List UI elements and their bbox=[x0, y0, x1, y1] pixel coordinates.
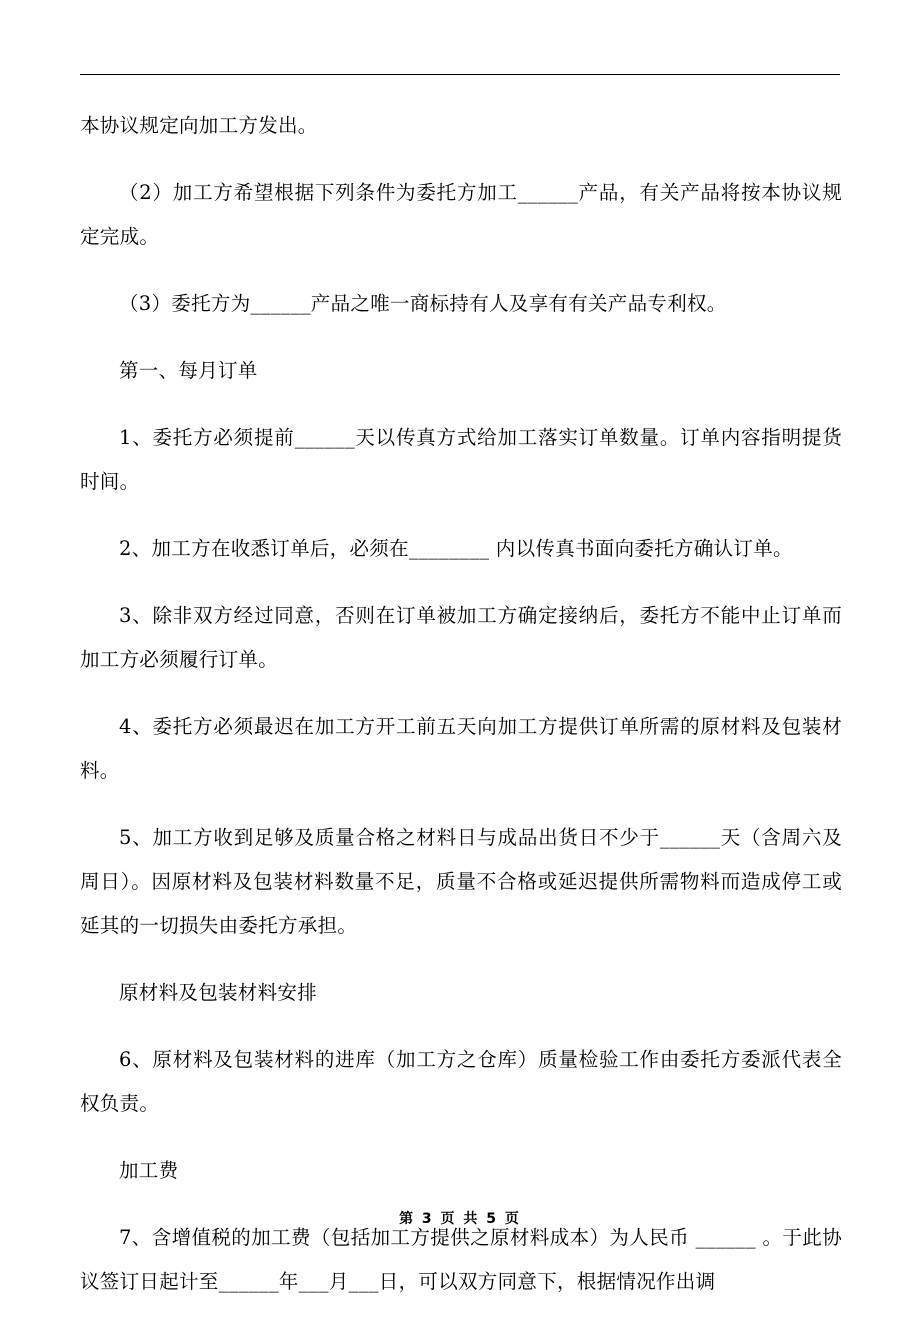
paragraph: 6、原材料及包装材料的进库（加工方之仓库）质量检验工作由委托方委派代表全权负责。 bbox=[80, 1048, 842, 1115]
paragraph: 本协议规定向加工方发出。 bbox=[80, 114, 318, 137]
paragraph: 7、含增值税的加工费（包括加工方提供之原材料成本）为人民币 ______ 。于此协议签订日起计至______年___月___日，可以双方同意下，根据情况作出调 bbox=[80, 1226, 842, 1293]
paragraph: 2、加工方在收悉订单后，必须在________ 内以传真书面向委托方确认订单。 bbox=[119, 537, 793, 560]
paragraph: 4、委托方必须最迟在加工方开工前五天向加工方提供订单所需的原材料及包装材料。 bbox=[80, 715, 842, 782]
paragraph: 5、加工方收到足够及质量合格之材料日与成品出货日不少于______天（含周六及周日）。因原材料及包装材料数量不足，质量不合格或延迟提供所需物料而造成停工或延其的一切损失由委托方承担。 bbox=[80, 826, 842, 937]
paragraph: （3）委托方为______产品之唯一商标持有人及享有有关产品专利权。 bbox=[119, 292, 727, 315]
section-heading: 加工费 bbox=[119, 1159, 179, 1182]
paragraph: 1、委托方必须提前______天以传真方式给加工落实订单数量。订单内容指明提货时间。 bbox=[80, 426, 842, 493]
page-number: 第 3 页 共 5 页 bbox=[399, 1211, 521, 1227]
paragraph: （2）加工方希望根据下列条件为委托方加工______产品，有关产品将按本协议规定完成。 bbox=[80, 181, 842, 248]
document-body bbox=[80, 104, 842, 1327]
section-heading: 原材料及包装材料安排 bbox=[119, 981, 318, 1004]
header-rule bbox=[80, 74, 840, 75]
section-heading: 第一、每月订单 bbox=[119, 359, 258, 382]
paragraph: 3、除非双方经过同意，否则在订单被加工方确定接纳后，委托方不能中止订单而加工方必须履行订单。 bbox=[80, 604, 842, 671]
